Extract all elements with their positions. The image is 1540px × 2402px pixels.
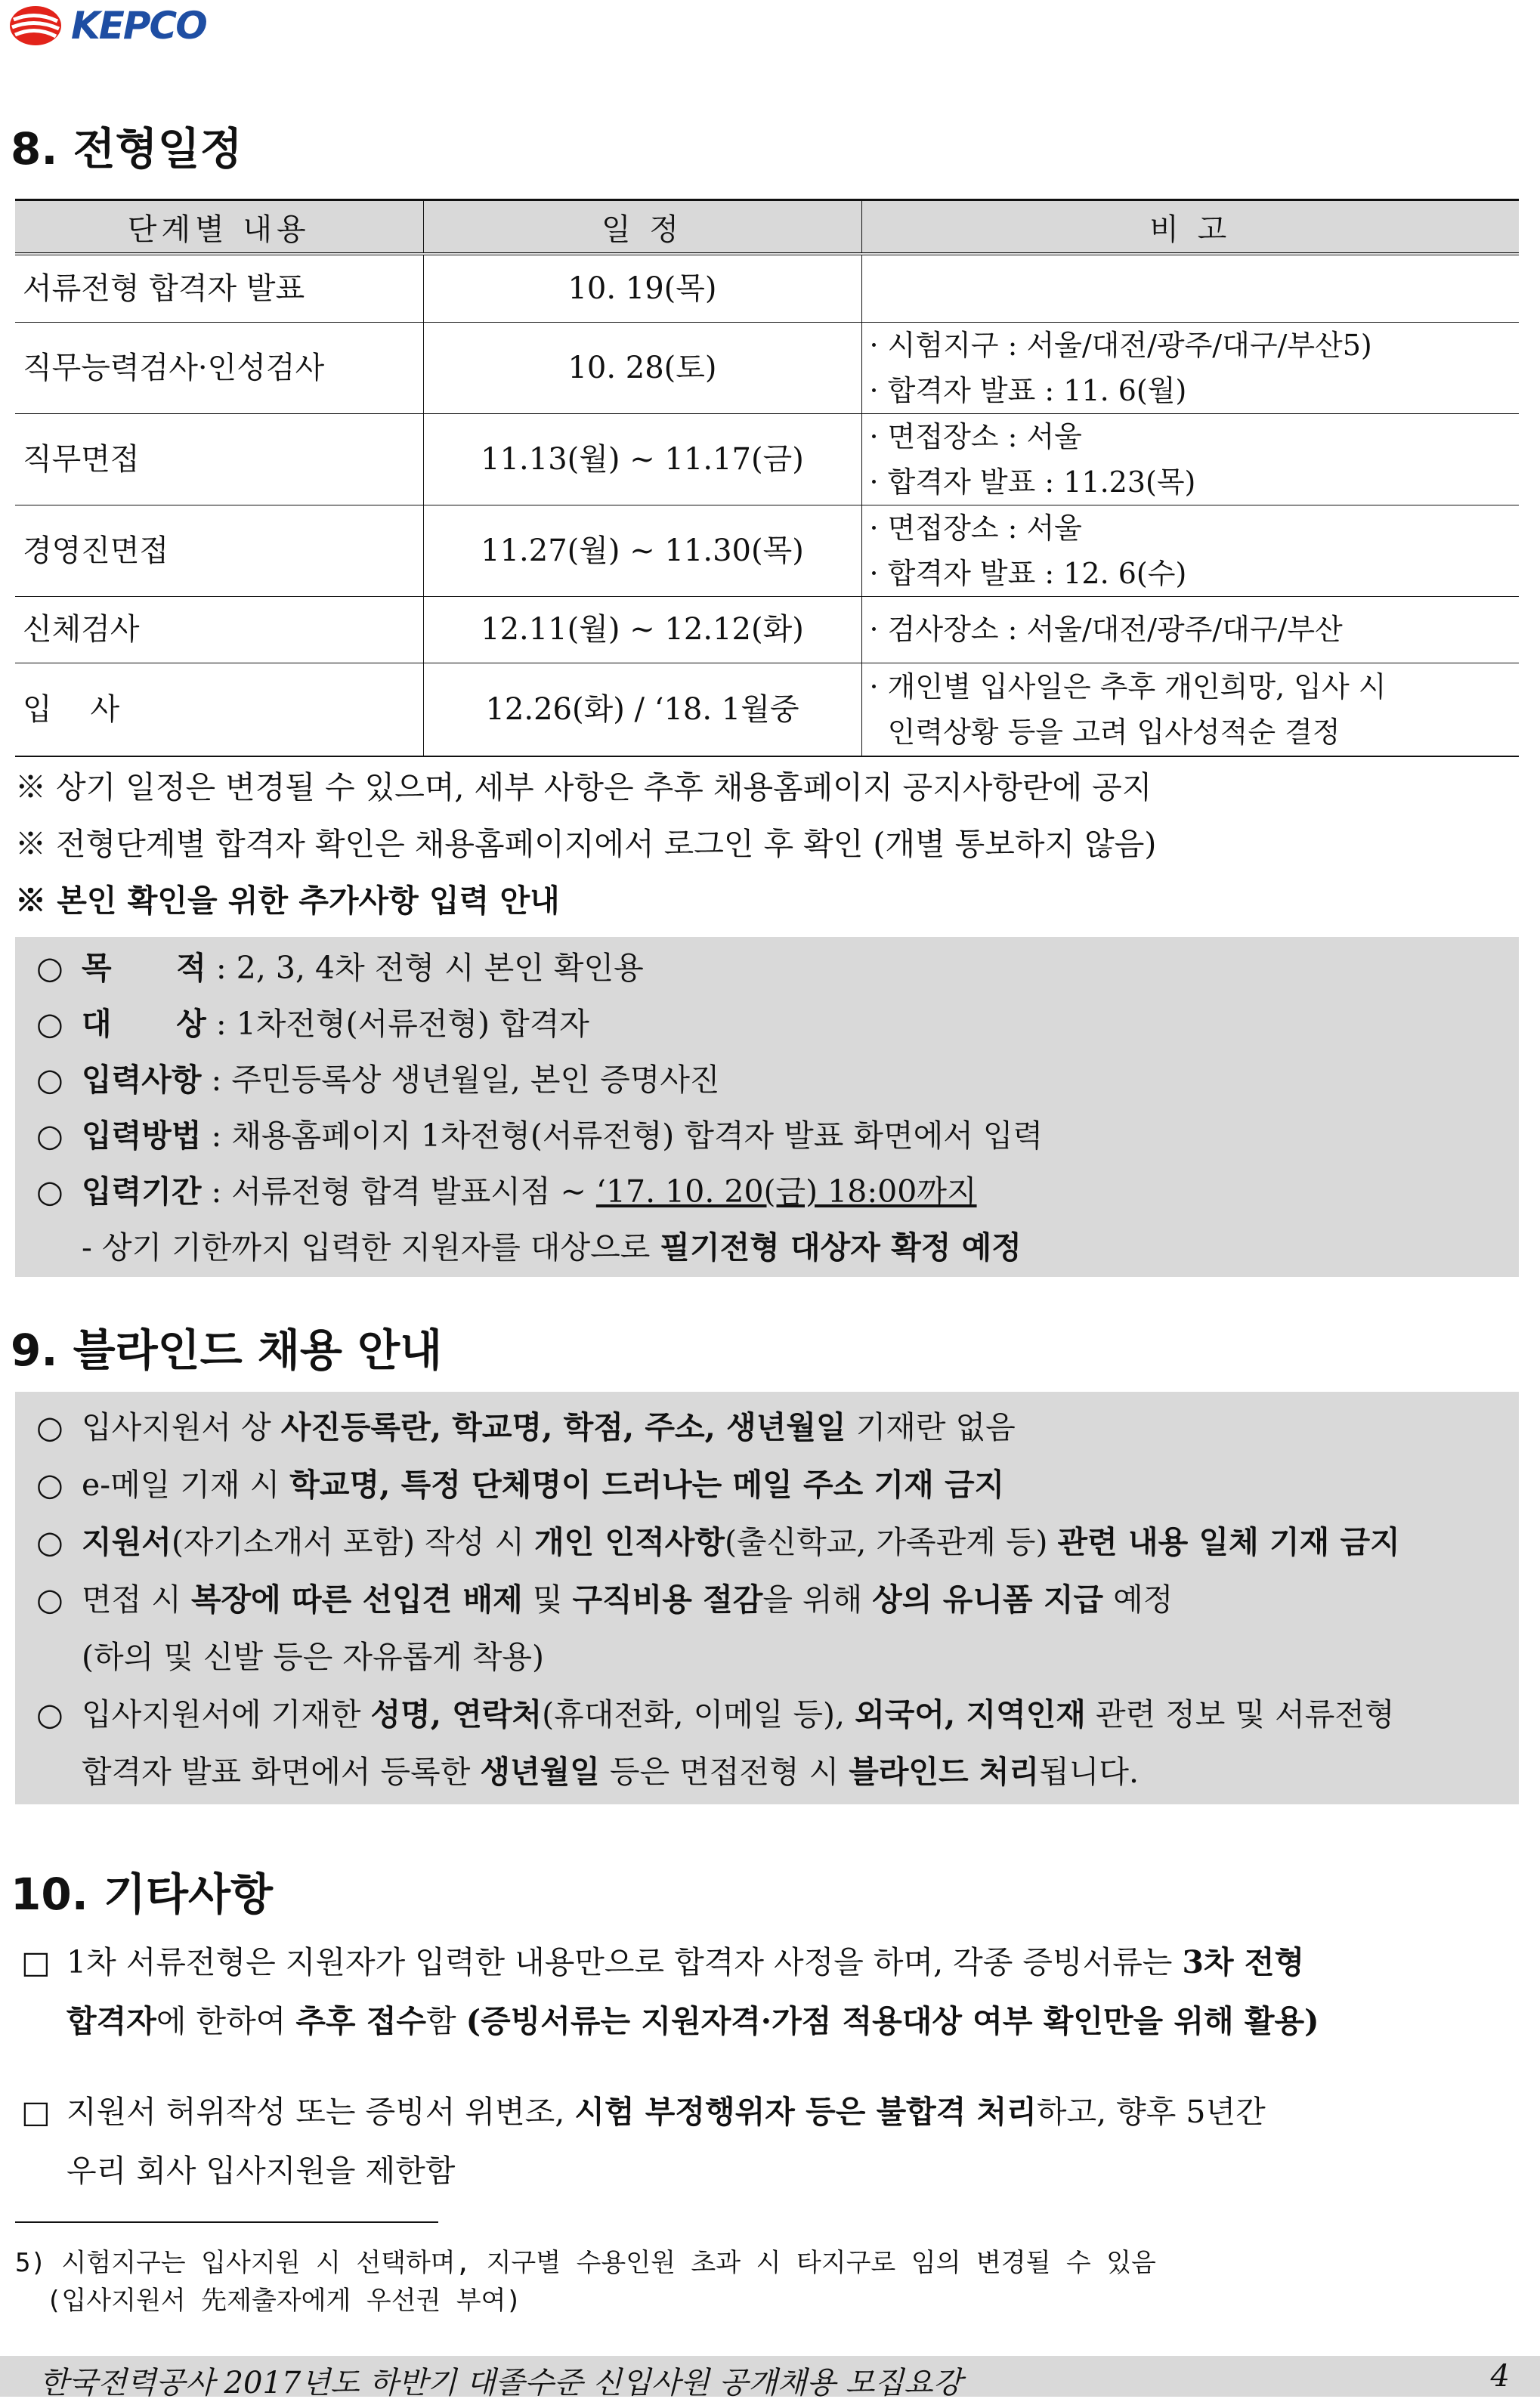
date-cell: 10. 19(목) <box>423 254 861 322</box>
schedule-note: ※ 상기 일정은 변경될 수 있으며, 세부 사항은 추후 채용홈페이지 공지사항란에 공지 <box>15 769 1152 805</box>
date-cell: 11.13(월) ~ 11.17(금) <box>423 413 861 505</box>
bold-span: 학교명, 특정 단체명이 드러나는 메일 주소 기재 금지 <box>289 1467 1005 1503</box>
bold-span: 시험 부정행위자 등은 불합격 처리 <box>574 2094 1037 2130</box>
text-span: 입사지원서 상 <box>82 1409 281 1445</box>
info-line-method <box>36 1108 1043 1164</box>
section-10-title: 10. 기타사항 <box>11 1869 274 1920</box>
bold-span: 성명, 연락처 <box>370 1696 543 1733</box>
info-label: 대 상 <box>82 1006 206 1042</box>
text-span: 관련 정보 및 서류전형 <box>1085 1696 1395 1733</box>
bold-span: 블라인드 처리 <box>849 1754 1040 1790</box>
note-line: · 시험지구 : 서울/대전/광주/대구/부산5) <box>869 328 1372 362</box>
notes-cell <box>861 505 1519 596</box>
bold-span: 개인 인적사항 <box>534 1524 725 1560</box>
table-row <box>15 322 1519 413</box>
notes-cell <box>861 413 1519 505</box>
blind-line-cont <box>82 1744 1139 1800</box>
schedule-note: ※ 전형단계별 합격자 확인은 채용홈페이지에서 로그인 후 확인 (개별 통보하지 않음) <box>15 826 1157 862</box>
text-span: 입사지원서에 기재한 <box>82 1696 371 1733</box>
note-line: · 검사장소 : 서울/대전/광주/대구/부산 <box>869 613 1343 646</box>
schedule-note-bold: ※ 본인 확인을 위한 추가사항 입력 안내 <box>15 883 560 919</box>
info-line-items <box>36 1052 720 1108</box>
bold-span: (증빙서류는 지원자격·가점 적용대상 여부 확인만을 위해 활용) <box>465 2003 1319 2039</box>
misc-paragraph-1-cont <box>66 1992 1319 2051</box>
footnote-line: 5) 시험지구는 입사지원 시 선택하며, 지구별 수용인원 초과 시 타지구로 임의 변경될 수 있음 <box>15 2248 1156 2278</box>
stage-cell: 경영진면접 <box>15 505 423 596</box>
bold-span: 구직비용 절감 <box>572 1581 763 1618</box>
info-text: : 채용홈페이지 1차전형(서류전형) 합격자 발표 화면에서 입력 <box>201 1118 1044 1154</box>
circle-bullet: ○ <box>36 1696 63 1733</box>
section-8-title: 8. 전형일정 <box>11 123 243 175</box>
text-span: 면접 시 <box>82 1581 191 1618</box>
info-text: - 상기 기한까지 입력한 지원자를 대상으로 <box>82 1229 660 1266</box>
note-line: · 개인별 입사일은 추후 개인희망, 입사 시 <box>869 669 1387 703</box>
notes-cell <box>861 596 1519 663</box>
circle-bullet: ○ <box>36 1409 63 1445</box>
square-bullet: □ <box>21 1944 51 1980</box>
info-text: : 주민등록상 생년월일, 본인 증명사진 <box>201 1062 720 1098</box>
stage-cell: 입 사 <box>15 663 423 756</box>
input-info-box <box>15 937 1519 1277</box>
blind-line <box>36 1399 1016 1455</box>
page-number: 4 <box>1490 2359 1510 2394</box>
text-span: e-메일 기재 시 <box>82 1467 290 1503</box>
info-label: 입력방법 <box>82 1118 202 1154</box>
info-line-purpose <box>36 940 644 996</box>
table-row <box>15 663 1519 756</box>
footnote-divider <box>15 2221 438 2223</box>
col-header-date: 일 정 <box>423 200 861 255</box>
info-line-period <box>36 1164 977 1220</box>
bold-span: 지원서 <box>82 1524 172 1560</box>
text-span: 지원서 허위작성 또는 증빙서 위변조, <box>66 2094 575 2130</box>
circle-bullet: ○ <box>36 1581 63 1618</box>
notes-cell <box>861 254 1519 322</box>
stage-cell: 서류전형 합격자 발표 <box>15 254 423 322</box>
misc-paragraph-1 <box>21 1933 1304 1992</box>
section-9-title: 9. 블라인드 채용 안내 <box>11 1325 443 1376</box>
info-bold-text: 필기전형 대상자 확정 예정 <box>660 1229 1022 1266</box>
text-span: 됩니다. <box>1039 1754 1139 1790</box>
bold-span: 추후 접수 <box>295 2003 427 2039</box>
circle-bullet: ○ <box>36 1118 63 1154</box>
bold-span: 복장에 따른 선입견 배제 <box>190 1581 523 1618</box>
text-span: (출신학교, 가족관계 등) <box>724 1524 1058 1560</box>
col-header-notes: 비 고 <box>861 200 1519 255</box>
text-span: 하고, 향후 5년간 <box>1036 2094 1266 2130</box>
note-line: · 합격자 발표 : 11. 6(월) <box>869 373 1187 407</box>
table-header-row <box>15 200 1519 255</box>
bold-span: 사진등록란, 학교명, 학점, 주소, 생년월일 <box>280 1409 846 1445</box>
footnote-line: (입사지원서 先제출자에게 우선권 부여) <box>15 2286 521 2316</box>
blind-line <box>36 1572 1173 1628</box>
table-row <box>15 254 1519 322</box>
blind-recruit-box <box>15 1392 1519 1804</box>
text-span: 을 위해 <box>762 1581 873 1618</box>
bold-span: 외국어, 지역인재 <box>855 1696 1086 1733</box>
table-row <box>15 596 1519 663</box>
bold-span: 3차 전형 <box>1182 1944 1305 1980</box>
date-cell: 12.26(화) / ‘18. 1월중 <box>423 663 861 756</box>
col-header-stage: 단계별 내용 <box>15 200 423 255</box>
info-label: 목 적 <box>82 950 206 986</box>
bold-span: 합격자 <box>66 2003 156 2039</box>
stage-cell: 직무면접 <box>15 413 423 505</box>
text-span: 합격자 발표 화면에서 등록한 <box>82 1754 481 1790</box>
page-footer <box>0 2356 1540 2400</box>
note-line: · 합격자 발표 : 12. 6(수) <box>869 556 1187 590</box>
info-line-subnote <box>82 1220 1022 1275</box>
text-span: 에 한하여 <box>156 2003 296 2039</box>
text-span: 함 <box>426 2003 466 2039</box>
kepco-logo-icon <box>8 5 63 47</box>
misc-paragraph-2 <box>21 2082 1266 2141</box>
text-span: (자기소개서 포함) 작성 시 <box>171 1524 535 1560</box>
circle-bullet: ○ <box>36 1062 63 1098</box>
text-span: (휴대전화, 이메일 등), <box>542 1696 855 1733</box>
info-text: : 1차전형(서류전형) 합격자 <box>206 1006 589 1042</box>
date-cell: 10. 28(토) <box>423 322 861 413</box>
note-line: · 면접장소 : 서울 <box>869 419 1082 453</box>
date-cell: 11.27(월) ~ 11.30(목) <box>423 505 861 596</box>
text-span: 1차 서류전형은 지원자가 입력한 내용만으로 합격자 사정을 하며, 각종 증빙서류는 <box>66 1944 1183 1980</box>
circle-bullet: ○ <box>36 1524 63 1560</box>
info-text: : 서류전형 합격 발표시점 ~ <box>201 1173 596 1210</box>
note-line: · 합격자 발표 : 11.23(목) <box>869 465 1196 499</box>
footer-title: 한국전력공사 2017년도 하반기 대졸수준 신입사원 공개채용 모집요강 <box>39 2366 963 2400</box>
table-row <box>15 413 1519 505</box>
misc-paragraph-2-cont: 우리 회사 입사지원을 제한함 <box>66 2153 456 2189</box>
bold-span: 생년월일 <box>480 1754 600 1790</box>
stage-cell: 직무능력검사·인성검사 <box>15 322 423 413</box>
info-label: 입력사항 <box>82 1062 202 1098</box>
kepco-logo <box>8 3 206 48</box>
text-span: 및 <box>522 1581 573 1618</box>
circle-bullet: ○ <box>36 1467 63 1503</box>
square-bullet: □ <box>21 2094 51 2130</box>
date-cell: 12.11(월) ~ 12.12(화) <box>423 596 861 663</box>
info-label: 입력기간 <box>82 1173 202 1210</box>
notes-cell <box>861 663 1519 756</box>
stage-cell: 신체검사 <box>15 596 423 663</box>
info-line-target <box>36 996 589 1052</box>
note-line: 인력상황 등을 고려 입사성적순 결정 <box>869 715 1341 749</box>
circle-bullet: ○ <box>36 950 63 986</box>
deadline-text: ‘17. 10. 20(금) 18:00까지 <box>595 1173 977 1210</box>
logo-wordmark: KEPCO <box>71 4 206 48</box>
text-span: 예정 <box>1103 1581 1174 1618</box>
circle-bullet: ○ <box>36 1173 63 1210</box>
blind-line <box>36 1514 1400 1570</box>
note-line: · 면접장소 : 서울 <box>869 511 1082 545</box>
blind-line-cont: (하의 및 신발 등은 자유롭게 착용) <box>82 1639 545 1675</box>
blind-line <box>36 1457 1004 1513</box>
table-row <box>15 505 1519 596</box>
info-text: : 2, 3, 4차 전형 시 본인 확인용 <box>206 950 644 986</box>
schedule-table <box>15 199 1519 757</box>
notes-cell <box>861 322 1519 413</box>
blind-line <box>36 1686 1395 1742</box>
bold-span: 상의 유니폼 지급 <box>872 1581 1104 1618</box>
bold-span: 관련 내용 일체 기재 금지 <box>1057 1524 1400 1560</box>
text-span: 기재란 없음 <box>846 1409 1016 1445</box>
text-span: 등은 면접전형 시 <box>599 1754 849 1790</box>
circle-bullet: ○ <box>36 1006 63 1042</box>
